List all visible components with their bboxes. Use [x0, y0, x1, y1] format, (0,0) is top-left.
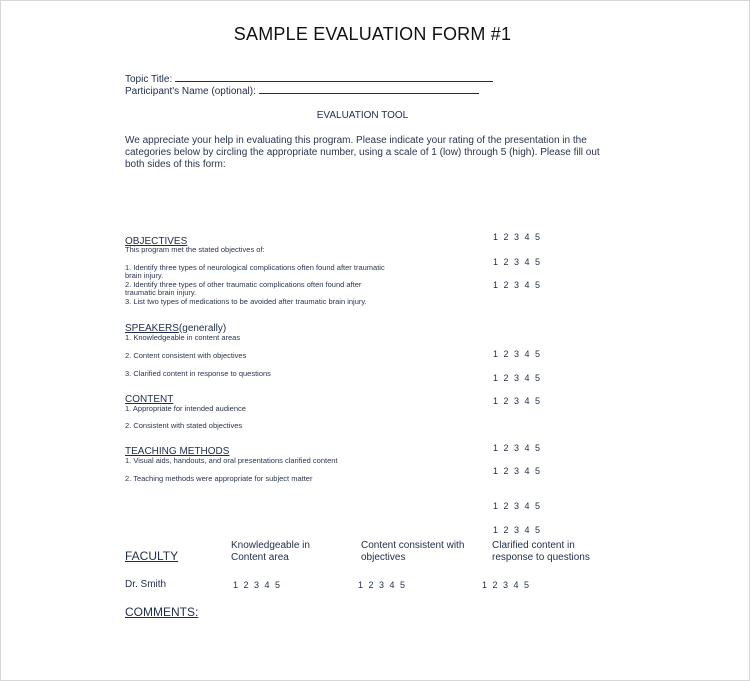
rating-scale[interactable]: 1 2 3 4 5 [493, 373, 542, 383]
evaluation-tool-heading: EVALUATION TOOL [316, 110, 409, 121]
speakers-heading-text: SPEAKERS [125, 323, 179, 334]
objectives-heading: OBJECTIVES [125, 236, 188, 247]
comments-heading: COMMENTS: [125, 605, 199, 619]
objective-item-1: 1. Identify three types of neurological complications often found after traumatic brain injury. [125, 263, 385, 280]
objectives-intro: This program met the stated objectives of: [125, 245, 265, 254]
rating-scale[interactable]: 1 2 3 4 5 [493, 257, 542, 267]
participant-name-row [125, 83, 479, 97]
rating-scale[interactable]: 1 2 3 4 5 [493, 501, 542, 511]
content-item-1: 1. Appropriate for intended audience [125, 404, 246, 413]
objective-item-3: 3. List two types of medications to be avoided after traumatic brain injury. [125, 297, 367, 306]
speakers-item-2: 2. Content consistent with objectives [125, 351, 247, 360]
faculty-row-name: Dr. Smith [125, 579, 167, 590]
teaching-item-2: 2. Teaching methods were appropriate for subject matter [125, 474, 313, 483]
faculty-column-header: Content consistent with objectives [361, 540, 465, 563]
rating-scale[interactable]: 1 2 3 4 5 [493, 232, 542, 242]
participant-name-label: Participant's Name (optional): [125, 86, 256, 97]
form-title: SAMPLE EVALUATION FORM #1 [233, 24, 512, 44]
rating-scale[interactable]: 1 2 3 4 5 [493, 280, 542, 290]
topic-title-label: Topic Title: [125, 74, 173, 85]
rating-scale[interactable]: 1 2 3 4 5 [493, 443, 542, 453]
rating-scale[interactable]: 1 2 3 4 5 [493, 466, 542, 476]
faculty-rating-scale[interactable]: 1 2 3 4 5 [233, 580, 282, 590]
faculty-rating-scale[interactable]: 1 2 3 4 5 [358, 580, 407, 590]
speakers-item-1: 1. Knowledgeable in content areas [125, 333, 241, 342]
faculty-column-header: Knowledgeable in Content area [231, 540, 310, 563]
content-heading: CONTENT [125, 394, 174, 405]
rating-scale[interactable]: 1 2 3 4 5 [493, 396, 542, 406]
topic-title-field[interactable] [175, 71, 493, 82]
objective-item-2: 2. Identify three types of other traumatic complications often found after traumatic brain injury. [125, 280, 362, 297]
faculty-column-header: Clarified content in response to questions [492, 540, 590, 563]
intro-paragraph: We appreciate your help in evaluating this program. Please indicate your rating of the presentation in the categories below by circling the appropriate number, using a scale of 1 (low) through 5 (high). Please fill out both sides of this form: [125, 135, 600, 170]
speakers-item-3: 3. Clarified content in response to questions [125, 369, 271, 378]
rating-scale[interactable]: 1 2 3 4 5 [493, 349, 542, 359]
participant-name-field[interactable] [259, 83, 479, 94]
faculty-heading: FACULTY [125, 549, 179, 563]
faculty-rating-scale[interactable]: 1 2 3 4 5 [482, 580, 531, 590]
speakers-heading-suffix: (generally) [178, 323, 227, 334]
teaching-methods-heading: TEACHING METHODS [125, 446, 230, 457]
rating-scale[interactable]: 1 2 3 4 5 [493, 525, 542, 535]
teaching-item-1: 1. Visual aids, handouts, and oral presentations clarified content [125, 456, 338, 465]
content-item-2: 2. Consistent with stated objectives [125, 421, 243, 430]
